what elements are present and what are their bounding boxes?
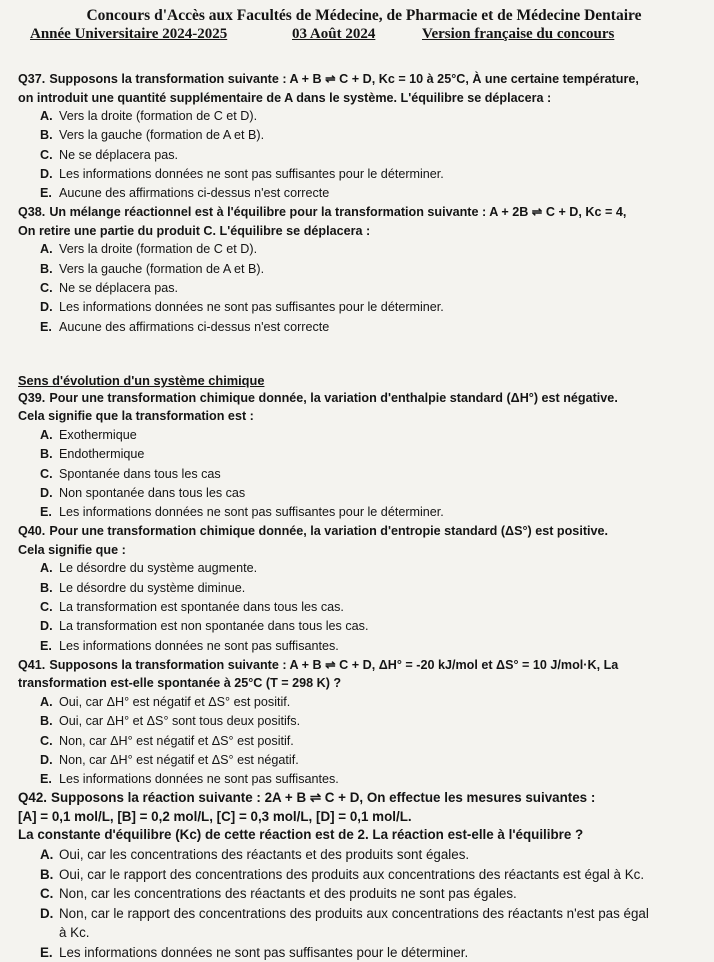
question-stem-line (18, 808, 700, 827)
question-number: Q42. (18, 790, 48, 806)
option-letter: E. (40, 638, 52, 653)
option-letter: D. (40, 905, 54, 921)
question-text: Pour une transformation chimique donnée, la variation d'entropie standard (ΔS°) est positive. (49, 524, 609, 539)
question-number: Q40. (18, 524, 46, 539)
option-letter: D. (40, 619, 53, 634)
option-letter: B. (40, 447, 53, 462)
option-letter: C. (40, 281, 53, 296)
option-letter (40, 923, 59, 943)
answer-option (18, 279, 700, 298)
section-title: Sens d'évolution d'un système chimique (18, 372, 265, 388)
option-text: Ne se déplacera pas. (59, 281, 179, 296)
option-text: Endothermique (59, 447, 145, 462)
option-letter: D. (40, 752, 53, 767)
option-text: Oui, car le rapport des concentrations des produits aux concentrations des réactants est égal à Kc. (59, 866, 645, 882)
header-title: Concours d'Accès aux Facultés de Médecine, de Pharmacie et de Médecine Dentaire (86, 7, 642, 24)
question-text: On retire une partie du produit C. L'équilibre se déplacera : (18, 223, 371, 238)
question-number: Q39. (18, 390, 46, 405)
answer-option (18, 579, 700, 598)
answer-option (18, 943, 700, 962)
option-text: Non, car ΔH° est négatif et ΔS° est négatif. (59, 752, 299, 767)
question-stem-line (18, 541, 700, 560)
question-text: on introduit une quantité supplémentaire de A dans le système. L'équilibre se déplacera : (18, 90, 552, 105)
answer-option (18, 559, 700, 578)
option-letter: C. (40, 886, 54, 902)
options-list (18, 559, 700, 655)
option-text: Ne se déplacera pas. (59, 147, 179, 162)
option-letter: A. (40, 846, 54, 862)
header-date: 03 Août 2024 (292, 26, 376, 42)
option-letter: B. (40, 714, 53, 729)
answer-option (18, 298, 700, 317)
answer-option (18, 484, 700, 503)
option-letter: A. (40, 242, 53, 257)
answer-option (18, 445, 700, 464)
answer-option (18, 165, 700, 184)
option-letter: C. (40, 147, 53, 162)
option-letter: B. (40, 261, 53, 276)
option-text: Non, car ΔH° est négatif et ΔS° est positif. (59, 733, 294, 748)
option-text: Aucune des affirmations ci-dessus n'est correcte (59, 319, 330, 334)
answer-option (18, 904, 700, 924)
options-list (18, 240, 700, 336)
answer-option (18, 107, 700, 126)
option-text: La transformation est non spontanée dans tous les cas. (59, 619, 369, 634)
option-text: Les informations données ne sont pas suffisantes. (59, 772, 339, 787)
answer-option (18, 732, 700, 751)
question-stem-line (18, 89, 700, 108)
answer-option (18, 770, 700, 789)
header-year: Année Universitaire 2024-2025 (30, 26, 228, 42)
option-text: Les informations données ne sont pas suffisantes pour le déterminer. (59, 166, 444, 181)
question-number: Q38. (18, 205, 46, 220)
option-text: Vers la gauche (formation de A et B). (59, 261, 265, 276)
question-text: transformation est-elle spontanée à 25°C (T = 298 K) ? (18, 676, 342, 691)
option-text: Non spontanée dans tous les cas (59, 485, 246, 500)
question-q41 (18, 656, 700, 789)
answer-option (18, 318, 700, 337)
question-text: Pour une transformation chimique donnée, la variation d'enthalpie standard (ΔH°) est négative. (49, 390, 618, 405)
option-letter: E. (40, 319, 52, 334)
question-stem-line (18, 389, 700, 408)
options-list (18, 845, 700, 962)
question-stem-line (18, 70, 700, 89)
spacer (18, 337, 700, 357)
question-stem-line (18, 656, 700, 675)
answer-option (18, 712, 700, 731)
options-list (18, 693, 700, 789)
question-text: Cela signifie que : (18, 542, 126, 557)
option-text: Vers la gauche (formation de A et B). (59, 128, 265, 143)
option-text: Les informations données ne sont pas suffisantes pour le déterminer. (59, 300, 444, 315)
question-number: Q41. (18, 657, 46, 672)
answer-option (18, 503, 700, 522)
questions-container (18, 70, 700, 962)
option-letter: C. (40, 733, 53, 748)
option-text: Le désordre du système augmente. (59, 561, 258, 576)
answer-option (18, 693, 700, 712)
option-letter: C. (40, 466, 53, 481)
question-stem-line (18, 826, 700, 845)
option-letter: A. (40, 561, 53, 576)
answer-option (18, 240, 700, 259)
option-letter: B. (40, 866, 54, 882)
option-text: Oui, car ΔH° et ΔS° sont tous deux positifs. (59, 714, 301, 729)
question-text: Supposons la réaction suivante : 2A + B ⇌ C + D, On effectue les mesures suivantes : (51, 790, 596, 806)
option-text: Le désordre du système diminue. (59, 580, 246, 595)
option-text: Vers la droite (formation de C et D). (59, 242, 258, 257)
question-stem-line (18, 407, 700, 426)
question-text: Supposons la transformation suivante : A + B ⇌ C + D, Kc = 10 à 25°C, À une certaine température, (49, 72, 639, 86)
answer-option (18, 184, 700, 203)
question-q42 (18, 789, 700, 962)
answer-option (18, 146, 700, 165)
option-text: Aucune des affirmations ci-dessus n'est correcte (59, 186, 330, 201)
question-q38 (18, 203, 700, 356)
answer-option (18, 637, 700, 656)
option-letter: D. (40, 300, 53, 315)
option-letter: D. (40, 166, 53, 181)
header-version: Version française du concours (422, 26, 615, 42)
answer-option (18, 865, 700, 885)
question-text: Supposons la transformation suivante : A + B ⇌ C + D, ΔH° = -20 kJ/mol et ΔS° = 10 J/mol·K, La (49, 657, 619, 672)
option-letter: D. (40, 485, 53, 500)
question-stem-line (18, 522, 700, 541)
question-stem-line (18, 789, 700, 808)
question-stem-line (18, 674, 700, 693)
option-text: Oui, car ΔH° est négatif et ΔS° est positif. (59, 694, 291, 709)
option-text: Les informations données ne sont pas suffisantes. (59, 638, 339, 653)
header-subline (30, 25, 700, 44)
question-number: Q37. (18, 72, 46, 86)
answer-option (18, 923, 700, 943)
question-stem-line (18, 203, 700, 222)
option-text: La transformation est spontanée dans tous les cas. (59, 600, 344, 615)
option-text: Oui, car les concentrations des réactants et des produits sont égales. (59, 846, 470, 862)
option-text: à Kc. (59, 925, 90, 941)
option-text: Exothermique (59, 427, 137, 442)
question-text: Un mélange réactionnel est à l'équilibre pour la transformation suivante : A + 2B ⇌ C + D, Kc = 4, (49, 205, 627, 220)
option-letter: A. (40, 109, 53, 123)
option-letter: E. (40, 505, 52, 520)
option-text: Spontanée dans tous les cas (59, 466, 221, 481)
question-q37 (18, 70, 700, 203)
question-q39 (18, 389, 700, 522)
option-letter: E. (40, 944, 53, 960)
option-text: Non, car le rapport des concentrations des produits aux concentrations des réactants n'est pas égal (59, 905, 649, 921)
option-letter: A. (40, 694, 53, 709)
question-text: La constante d'équilibre (Kc) de cette réaction est de 2. La réaction est-elle à l'équilibre ? (18, 827, 584, 843)
option-text: Non, car les concentrations des réactants et des produits ne sont pas égales. (59, 886, 517, 902)
options-list (18, 107, 700, 203)
question-text: Cela signifie que la transformation est : (18, 409, 254, 424)
question-text: [A] = 0,1 mol/L, [B] = 0,2 mol/L, [C] = 0,3 mol/L, [D] = 0,1 mol/L. (18, 808, 412, 824)
question-stem-line (18, 222, 700, 241)
answer-option (18, 465, 700, 484)
answer-option (18, 845, 700, 865)
answer-option (18, 598, 700, 617)
question-q40 (18, 522, 700, 655)
answer-option (18, 751, 700, 770)
option-letter: B. (40, 128, 53, 143)
option-text: Vers la droite (formation de C et D). (59, 109, 258, 123)
option-letter: E. (40, 772, 52, 787)
option-text: Les informations données ne sont pas suffisantes pour le déterminer. (59, 944, 469, 960)
answer-option (18, 260, 700, 279)
options-list (18, 426, 700, 522)
answer-option (18, 884, 700, 904)
option-letter: B. (40, 580, 53, 595)
option-letter: C. (40, 600, 53, 615)
option-text: Les informations données ne sont pas suffisantes pour le déterminer. (59, 505, 444, 520)
answer-option (18, 426, 700, 445)
option-letter: A. (40, 427, 53, 442)
answer-option (18, 617, 700, 636)
option-letter: E. (40, 186, 52, 201)
answer-option (18, 126, 700, 145)
